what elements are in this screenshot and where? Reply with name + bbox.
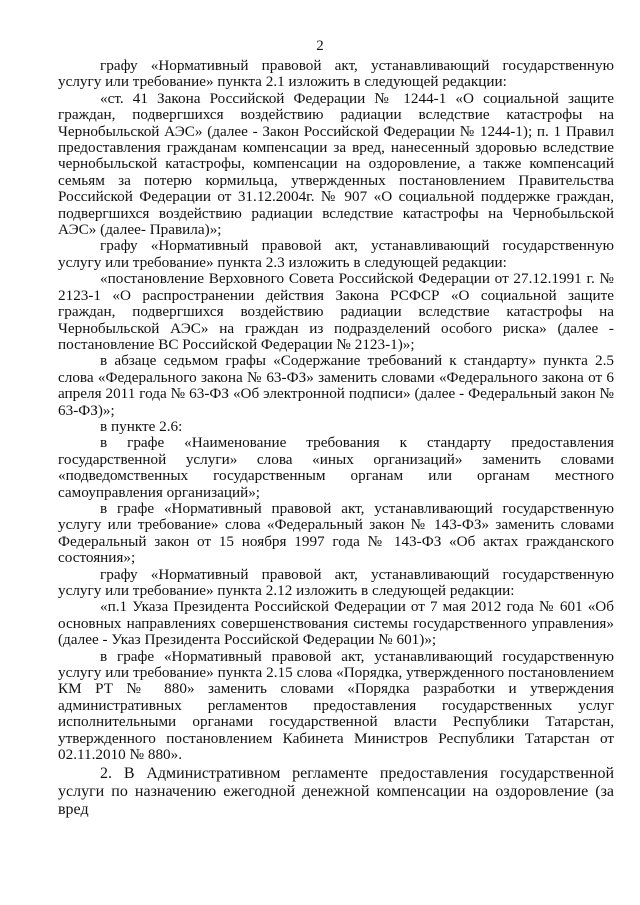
paragraph: графу «Нормативный правовой акт, устанавливающий государственную услугу или требование» пункта 2.1 изложить в следующей редакции:: [58, 57, 614, 91]
paragraph: «п.1 Указа Президента Российской Федерации от 7 мая 2012 года № 601 «Об основных направлениях совершенствования системы государственного управления» (далее - Указ Президента Российской Федерации № 601)»;: [58, 598, 614, 649]
paragraph: графу «Нормативный правовой акт, устанавливающий государственную услугу или требование» пункта 2.12 изложить в следующей редакции:: [58, 565, 614, 599]
paragraph: «постановление Верховного Совета Российской Федерации от 27.12.1991 г. № 2123-1 «О распространении действия Закона РСФСР «О социальной защите граждан, подвергшихся воздействию радиации вследствие катастрофы на Чернобыльской АЭС» на граждан из подразделений особого риска» (далее - постановление ВС Российской Федерации № 2123-1)»;: [58, 270, 614, 353]
paragraph: в графе «Нормативный правовой акт, устанавливающий государственную услугу или требование» слова «Федеральный закон № 143-ФЗ» заменить словами Федеральный закон от 15 ноября 1997 года № 143-ФЗ «Об актах гражданского состояния»;: [58, 499, 614, 567]
paragraph: в пункте 2.6:: [100, 417, 183, 435]
paragraph: графу «Нормативный правовой акт, устанавливающий государственную услугу или требование» пункта 2.3 изложить в следующей редакции:: [58, 237, 614, 271]
paragraph: в графе «Нормативный правовой акт, устанавливающий государственную услугу или требование» пункта 2.15 слова «Порядка, утвержденного постановлением КМ РТ № 880» заменить словами «Порядка разработки и утверждения административных регламентов предоставления государственных услуг исполнительными органами государственной власти Республики Татарстан, утвержденного постановлением Кабинета Министров Республики Татарстан от 02.11.2010 № 880».: [58, 647, 614, 764]
document-body: [58, 58, 614, 819]
paragraph: «ст. 41 Закона Российской Федерации № 1244-1 «О социальной защите граждан, подвергшихся воздействию радиации вследствие катастрофы на Чернобыльской АЭС» (далее - Закон Российской Федерации № 1244-1); п. 1 Правил предоставления гражданам компенсации за вред, нанесенный здоровью вследствие чернобыльской катастрофы, компенсации на оздоровление, а также компенсаций семьям за потерю кормильца, утвержденных постановлением Правительства Российской Федерации от 31.12.2004г. № 907 «О социальной поддержке граждан, подвергшихся воздействию радиации вследствие катастрофы на Чернобыльской АЭС» (далее- Правила)»;: [58, 89, 614, 239]
paragraph: в абзаце седьмом графы «Содержание требований к стандарту» пункта 2.5 слова «Федерального закона № 63-ФЗ» заменить словами «Федерального закона от 6 апреля 2011 года № 63-ФЗ «Об электронной подписи» (далее - Федеральный закон № 63-ФЗ)»;: [58, 352, 614, 419]
page-number: 2: [316, 38, 324, 54]
section-paragraph: 2. В Административном регламенте предоставления государственной услуги по назначению ежегодной денежной компенсации на оздоровление (за вред: [58, 765, 614, 819]
paragraph: в графе «Наименование требования к стандарту предоставления государственной услуги» слова «иных организаций» заменить словами «подведомственных государственным органам или органам местного самоуправления организаций»;: [58, 434, 614, 501]
